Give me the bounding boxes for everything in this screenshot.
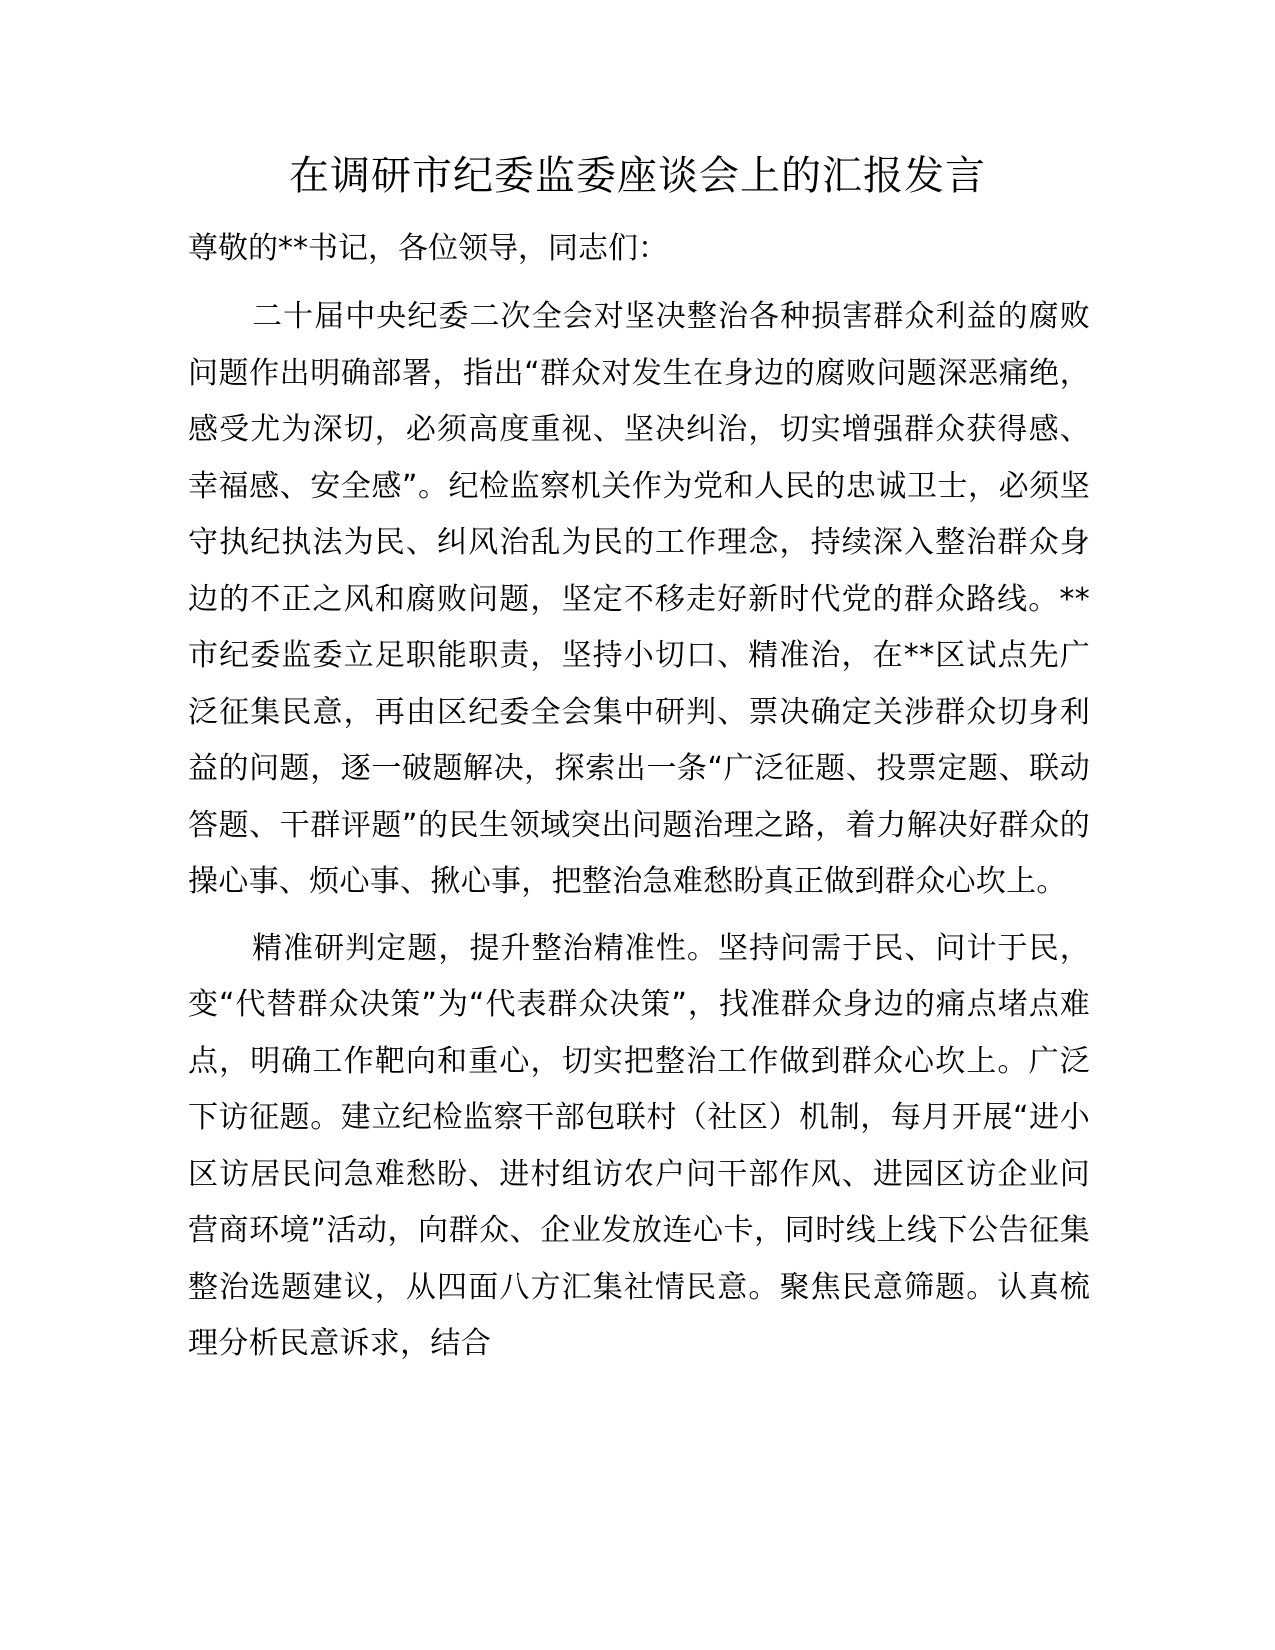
paragraph-precise-research: 精准研判定题，提升整治精准性。坚持问需于民、问计于民，变“代替群众决策”为“代表群众决策”，找准群众身边的痛点堵点难点，明确工作靶向和重心，切实把整治工作做到群众心坎上。广泛下访征题。建立纪检监察干部包联村（社区）机制，每月开展“进小区访居民问急难愁盼、进村组访农户问干部作风、进园区访企业问营商环境”活动，向群众、企业发放连心卡，同时线上线下公告征集整治选题建议，从四面八方汇集社情民意。聚焦民意筛题。认真梳理分析民意诉求，结合 [188,930,1090,1361]
document-body [188,226,1090,1383]
salutation: 尊敬的**书记，各位领导，同志们： [188,231,668,266]
document-title: 在调研市纪委监委座谈会上的汇报发言 [289,153,986,199]
paragraph-intro: 二十届中央纪委二次全会对坚决整治各种损害群众利益的腐败问题作出明确部署，指出“群众对发生在身边的腐败问题深恶痛绝，感受尤为深切，必须高度重视、坚决纠治，切实增强群众获得感、幸福感、安全感”。纪检监察机关作为党和人民的忠诚卫士，必须坚守执纪执法为民、纠风治乱为民的工作理念，持续深入整治群众身边的不正之风和腐败问题，坚定不移走好新时代党的群众路线。**市纪委监委立足职能职责，坚持小切口、精准治，在**区试点先广泛征集民意，再由区纪委全会集中研判、票决确定关涉群众切身利益的问题，逐一破题解决，探索出一条“广泛征题、投票定题、联动答题、干群评题”的民生领域突出问题治理之路，着力解决好群众的操心事、烦心事、揪心事，把整治急难愁盼真正做到群众心坎上。 [188,299,1090,899]
